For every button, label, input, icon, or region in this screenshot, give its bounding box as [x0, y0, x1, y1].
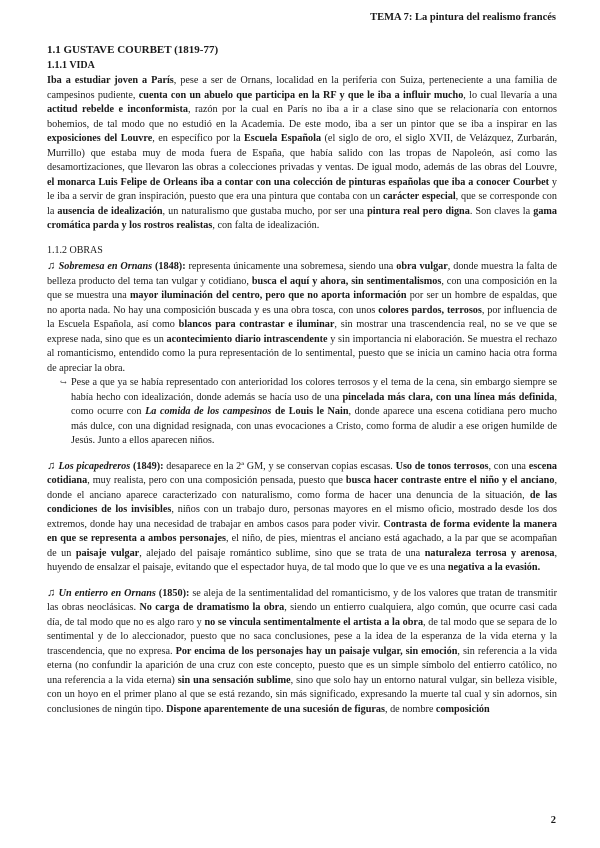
obra-picapedreros: ♫ Los picapedreros (1849): desaparece en la 2ª GM, y se conservan copias escasas. Uso de tonos terrosos, con una escena cotidiana, muy realista, pero con una composición pensada, puesto que busca hacer contraste entre el niño y el anciano, donde el anciano aparece caracterizado con naturalismo, como forma de hacer una denuncia de la situación, de las condiciones de los invisibles, niños con un trabajo duro, personas mayores en el mismo oficio, mostrado desde los dos extremos, donde hay una necesidad de trabajar en ambos casos para poder vivir. Contrasta de forma evidente la manera en que se representa a ambos personajes, el niño, de pies, mientras el anciano está agachado, a la par que se acompañan de un paisaje vulgar, alejado del paisaje romántico sublime, sino que se trata de una naturaleza terrosa y arenosa, huyendo de ensalzar el paisaje, evitando que el espectador huya, de tal modo que lo que ve es una negativa a la evasión.: [47, 459, 557, 573]
vida-paragraph: Iba a estudiar joven a París, pese a ser de Ornans, localidad en la periferia con Suiza, perteneciente a una familia de campesinos pudiente, cuenta con un abuelo que participa en la RF y que le iba a influir mucho, lo cual llevaría a una actitud rebelde e inconformista, razón por la cual en París no iba a ir a clase sino que se relacionaría con entornos bohemios, de tal modo que no estudió en la Academia. De este modo, iba a ser un pintor que se iba a inspirar en las exposiciones del Louvre, en específico por la Escuela Española (el siglo de oro, el siglo XVII, de Velázquez, Zurbarán, Murrillo) que estaba muy de moda fuera de España, que había salido con las tropas de Napoleón, así como las desamortizaciones, que llevaron las obras a colecciones privadas y ventas. De igual modo, además de las obras del Louvre, el monarca Luis Felipe de Orleans iba a contar con una colección de pinturas españolas que iba a conocer Courbet y le iba a servir de gran inspiración, puesto que era una pintura que contaba con un carácter especial, que se corresponde con la ausencia de idealización, un naturalismo que gustaba mucho, por ser una pintura real pero digna. Son claves la gama cromática parda y los rostros realistas, con falta de idealización.: [47, 75, 558, 231]
obra-sobremesa-subpoint: ↪ Pese a que ya se había representado con anterioridad los colores terrosos y el tema de la cena, sin embargo siempre se había hecho con idealización, donde además se hacía uso de una pincelada más clara, con una línea más definida, como ocurre con La comida de los campesinos de Louis le Nain, donde aparece una escena cotidiana pero mucho más dulce, con una dignidad resignada, con unas evocaciones a Cristo, como forma de aludir a ese origen humilde de Jesús. Junto a ellos aparecen niños.: [60, 377, 558, 446]
obra-sobremesa: ♫ Sobremesa en Ornans (1848): representa únicamente una sobremesa, siendo una obra vulgar, donde muestra la falta de belleza producto del tema tan vulgar y cotidiano, busca el aquí y ahora, sin sentimentalismos, con una composición en la que se muestra una mayor iluminación del centro, pero que no aporta información por ser un hombre de espaldas, que no aporta nada. No hay una composición buscada y es una obra tosca, con unos colores pardos, terrosos, por influencia de la Escuela Española, así como blancos para contrastar e iluminar, sin mostrar una trascendencia real, no se ve que se exprese nada, sino que es un acontecimiento diario intrascendente y sin importancia ni elaboración. Se muestra el rechazo al romanticismo, entendido como la pura representación de lo sentimental, puesto que se inicia un camino hacia otra forma de apreciar la obra.: [47, 260, 558, 374]
subsection-title-vida: 1.1.1 VIDA: [47, 59, 95, 71]
subsection-title-obras: 1.1.2 OBRAS: [47, 244, 103, 256]
obra-entierro: ♫ Un entierro en Ornans (1850): se aleja de la sentimentalidad del romanticismo, y de los valores que tratan de transmitir las obras neoclásicas. No carga de dramatismo la obra, siendo un entierro cualquiera, algo común, que ocurre casi cada día, de tal modo que no es algo raro y no se vincula sentimentalmente el artista a la obra, de tal modo que se separa de lo sentimental y de lo aleccionador, puesto que no saca conclusiones, pese a la idea de la esperanza de la vida eterna y la trascendencia, que no expresa. Por encima de los personajes hay un paisaje vulgar, sin emoción, sin referencia a la vida eterna (no confundir la aparición de una cruz con este concepto, puesto que es un simple símbolo del entierro católico, no una referencia a la vida eterna) sin una sensación sublime, sino que solo hay un entorno natural vulgar, sin belleza visible, con un hoyo en el primer plano al que se está rezando, sin más significado, expresando la muerte tal cual y sin adornos, sin conclusiones de ningún tipo. Dispone aparentemente de una sucesión de figuras, de nombre composición: [47, 586, 558, 715]
music-note-icon: ♫: [47, 459, 56, 472]
document-body: [47, 43, 557, 717]
music-note-icon: ♫: [47, 260, 56, 272]
arrow-icon: ↪: [60, 378, 67, 387]
music-note-icon: ♫: [47, 586, 56, 599]
page-number: 2: [550, 815, 556, 826]
section-title: 1.1 GUSTAVE COURBET (1819-77): [47, 44, 219, 56]
running-header: TEMA 7: La pintura del realismo francés: [370, 12, 556, 23]
